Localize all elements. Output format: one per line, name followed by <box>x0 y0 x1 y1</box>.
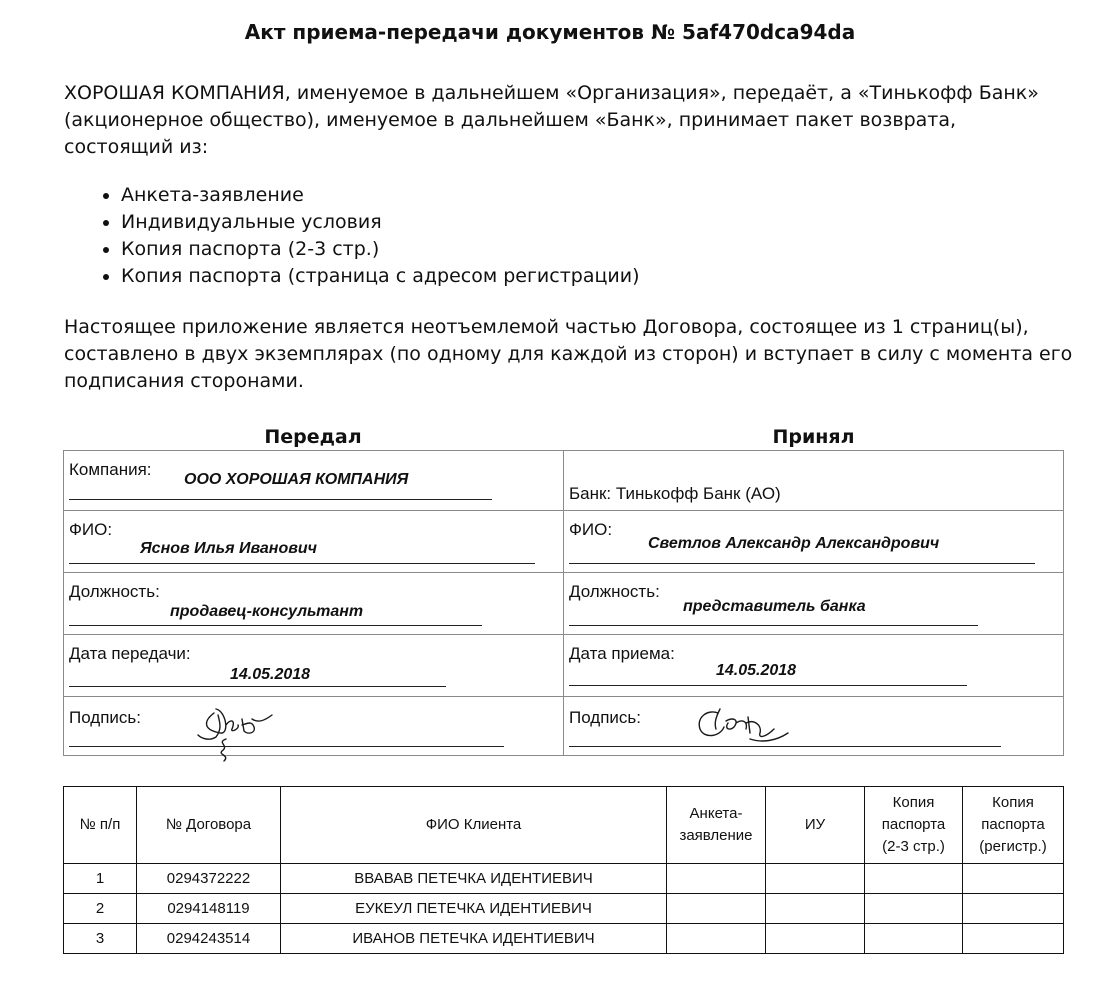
company-value: ООО ХОРОШАЯ КОМПАНИЯ <box>184 471 409 488</box>
cell-passport-registration <box>963 864 1064 894</box>
fio-label: ФИО: <box>569 520 613 539</box>
table-row <box>64 864 1064 894</box>
table-row <box>64 894 1064 924</box>
receiver-date-cell <box>564 635 1063 697</box>
document-list <box>64 182 640 290</box>
cell-num: 3 <box>64 924 137 954</box>
underline <box>569 685 967 686</box>
receiver-position-cell <box>564 573 1063 635</box>
underline <box>69 625 482 626</box>
sender-signature-cell <box>64 697 564 755</box>
header-client: ФИО Клиента <box>281 787 667 864</box>
underline <box>569 563 1035 564</box>
header-application-line: Анкета- <box>689 805 743 822</box>
sender-company-cell <box>64 451 564 511</box>
cell-iu <box>766 924 865 954</box>
sender-date-cell <box>64 635 564 697</box>
position-value: продавец-консультант <box>170 603 364 620</box>
cell-passport-pages <box>865 864 963 894</box>
cell-application <box>667 894 766 924</box>
receiver-signature-cell <box>564 697 1063 755</box>
header-passport-registration-line: Копия <box>992 794 1034 811</box>
outro-paragraph: Настоящее приложение является неотъемлемой частью Договора, состоящее из 1 страниц(ы), составлено в двух экземплярах (по одному для каждой из сторон) и вступает в силу с момента его подписания сторонами. <box>64 316 1073 392</box>
document-title: Акт приема-передачи документов № 5af470dca94da <box>244 20 856 44</box>
header-contract: № Договора <box>137 787 281 864</box>
signature-label: Подпись: <box>569 708 642 727</box>
list-item: • Копия паспорта (страница с адресом регистрации) <box>121 263 640 290</box>
list-item: • Индивидуальные условия <box>121 209 640 236</box>
header-passport-pages <box>865 787 963 864</box>
underline <box>69 563 535 564</box>
underline <box>69 686 446 687</box>
cell-client: ВВАВАВ ПЕТЕЧКА ИДЕНТИЕВИЧ <box>281 864 667 894</box>
cell-contract: 0294243514 <box>137 924 281 954</box>
table-header-row <box>64 787 1064 864</box>
receiver-bank-cell <box>564 451 1063 511</box>
cell-iu <box>766 864 865 894</box>
position-value: представитель банка <box>683 598 866 615</box>
list-item: • Копия паспорта (2-3 стр.) <box>121 236 640 263</box>
header-passport-pages-line: Копия <box>892 794 935 811</box>
cell-passport-pages <box>865 894 963 924</box>
date-value: 14.05.2018 <box>716 662 797 679</box>
header-passport-pages-line: паспорта <box>881 816 946 833</box>
sender-signature-image <box>186 699 286 771</box>
header-passport-registration-line: (регистр.) <box>979 838 1047 855</box>
underline <box>69 746 504 747</box>
cell-contract: 0294372222 <box>137 864 281 894</box>
fio-value: Светлов Александр Александрович <box>648 535 940 552</box>
underline <box>69 499 492 500</box>
cell-application <box>667 864 766 894</box>
cell-contract: 0294148119 <box>137 894 281 924</box>
position-label: Должность: <box>569 582 660 601</box>
cell-num: 1 <box>64 864 137 894</box>
date-label: Дата приема: <box>569 644 675 663</box>
sender-fio-cell <box>64 511 564 573</box>
header-passport-registration <box>963 787 1064 864</box>
signature-block <box>63 450 1064 756</box>
receiver-signature-image <box>690 699 800 755</box>
sender-position-cell <box>64 573 564 635</box>
position-label: Должность: <box>69 582 160 601</box>
underline <box>569 625 978 626</box>
date-label: Дата передачи: <box>69 644 191 663</box>
cell-client: ИВАНОВ ПЕТЕЧКА ИДЕНТИЕВИЧ <box>281 924 667 954</box>
fio-label: ФИО: <box>69 520 113 539</box>
header-application-line: заявление <box>679 827 753 844</box>
cell-num: 2 <box>64 894 137 924</box>
header-application <box>667 787 766 864</box>
header-num: № п/п <box>64 787 137 864</box>
header-passport-pages-line: (2-3 стр.) <box>882 838 945 855</box>
receiver-heading: Принял <box>772 426 855 448</box>
fio-value: Яснов Илья Иванович <box>140 540 317 557</box>
date-value: 14.05.2018 <box>230 666 311 683</box>
cell-application <box>667 924 766 954</box>
table-row <box>64 924 1064 954</box>
cell-passport-registration <box>963 924 1064 954</box>
clients-table <box>63 786 1064 954</box>
intro-paragraph: ХОРОШАЯ КОМПАНИЯ, именуемое в дальнейшем «Организация», передаёт, а «Тинькофф Банк» (акционерное общество), именуемое в дальнейшем «Банк», принимает пакет возврата, состоящий из: <box>64 82 1039 158</box>
cell-passport-registration <box>963 894 1064 924</box>
header-iu: ИУ <box>766 787 865 864</box>
cell-passport-pages <box>865 924 963 954</box>
bank-text: Банк: Тинькофф Банк (АО) <box>569 484 781 503</box>
signature-label: Подпись: <box>69 708 142 727</box>
receiver-fio-cell <box>564 511 1063 573</box>
cell-iu <box>766 894 865 924</box>
cell-client: ЕУКЕУЛ ПЕТЕЧКА ИДЕНТИЕВИЧ <box>281 894 667 924</box>
header-passport-registration-line: паспорта <box>981 816 1045 833</box>
list-item: • Анкета-заявление <box>121 182 640 209</box>
company-label: Компания: <box>69 460 152 479</box>
sender-heading: Передал <box>264 426 362 448</box>
